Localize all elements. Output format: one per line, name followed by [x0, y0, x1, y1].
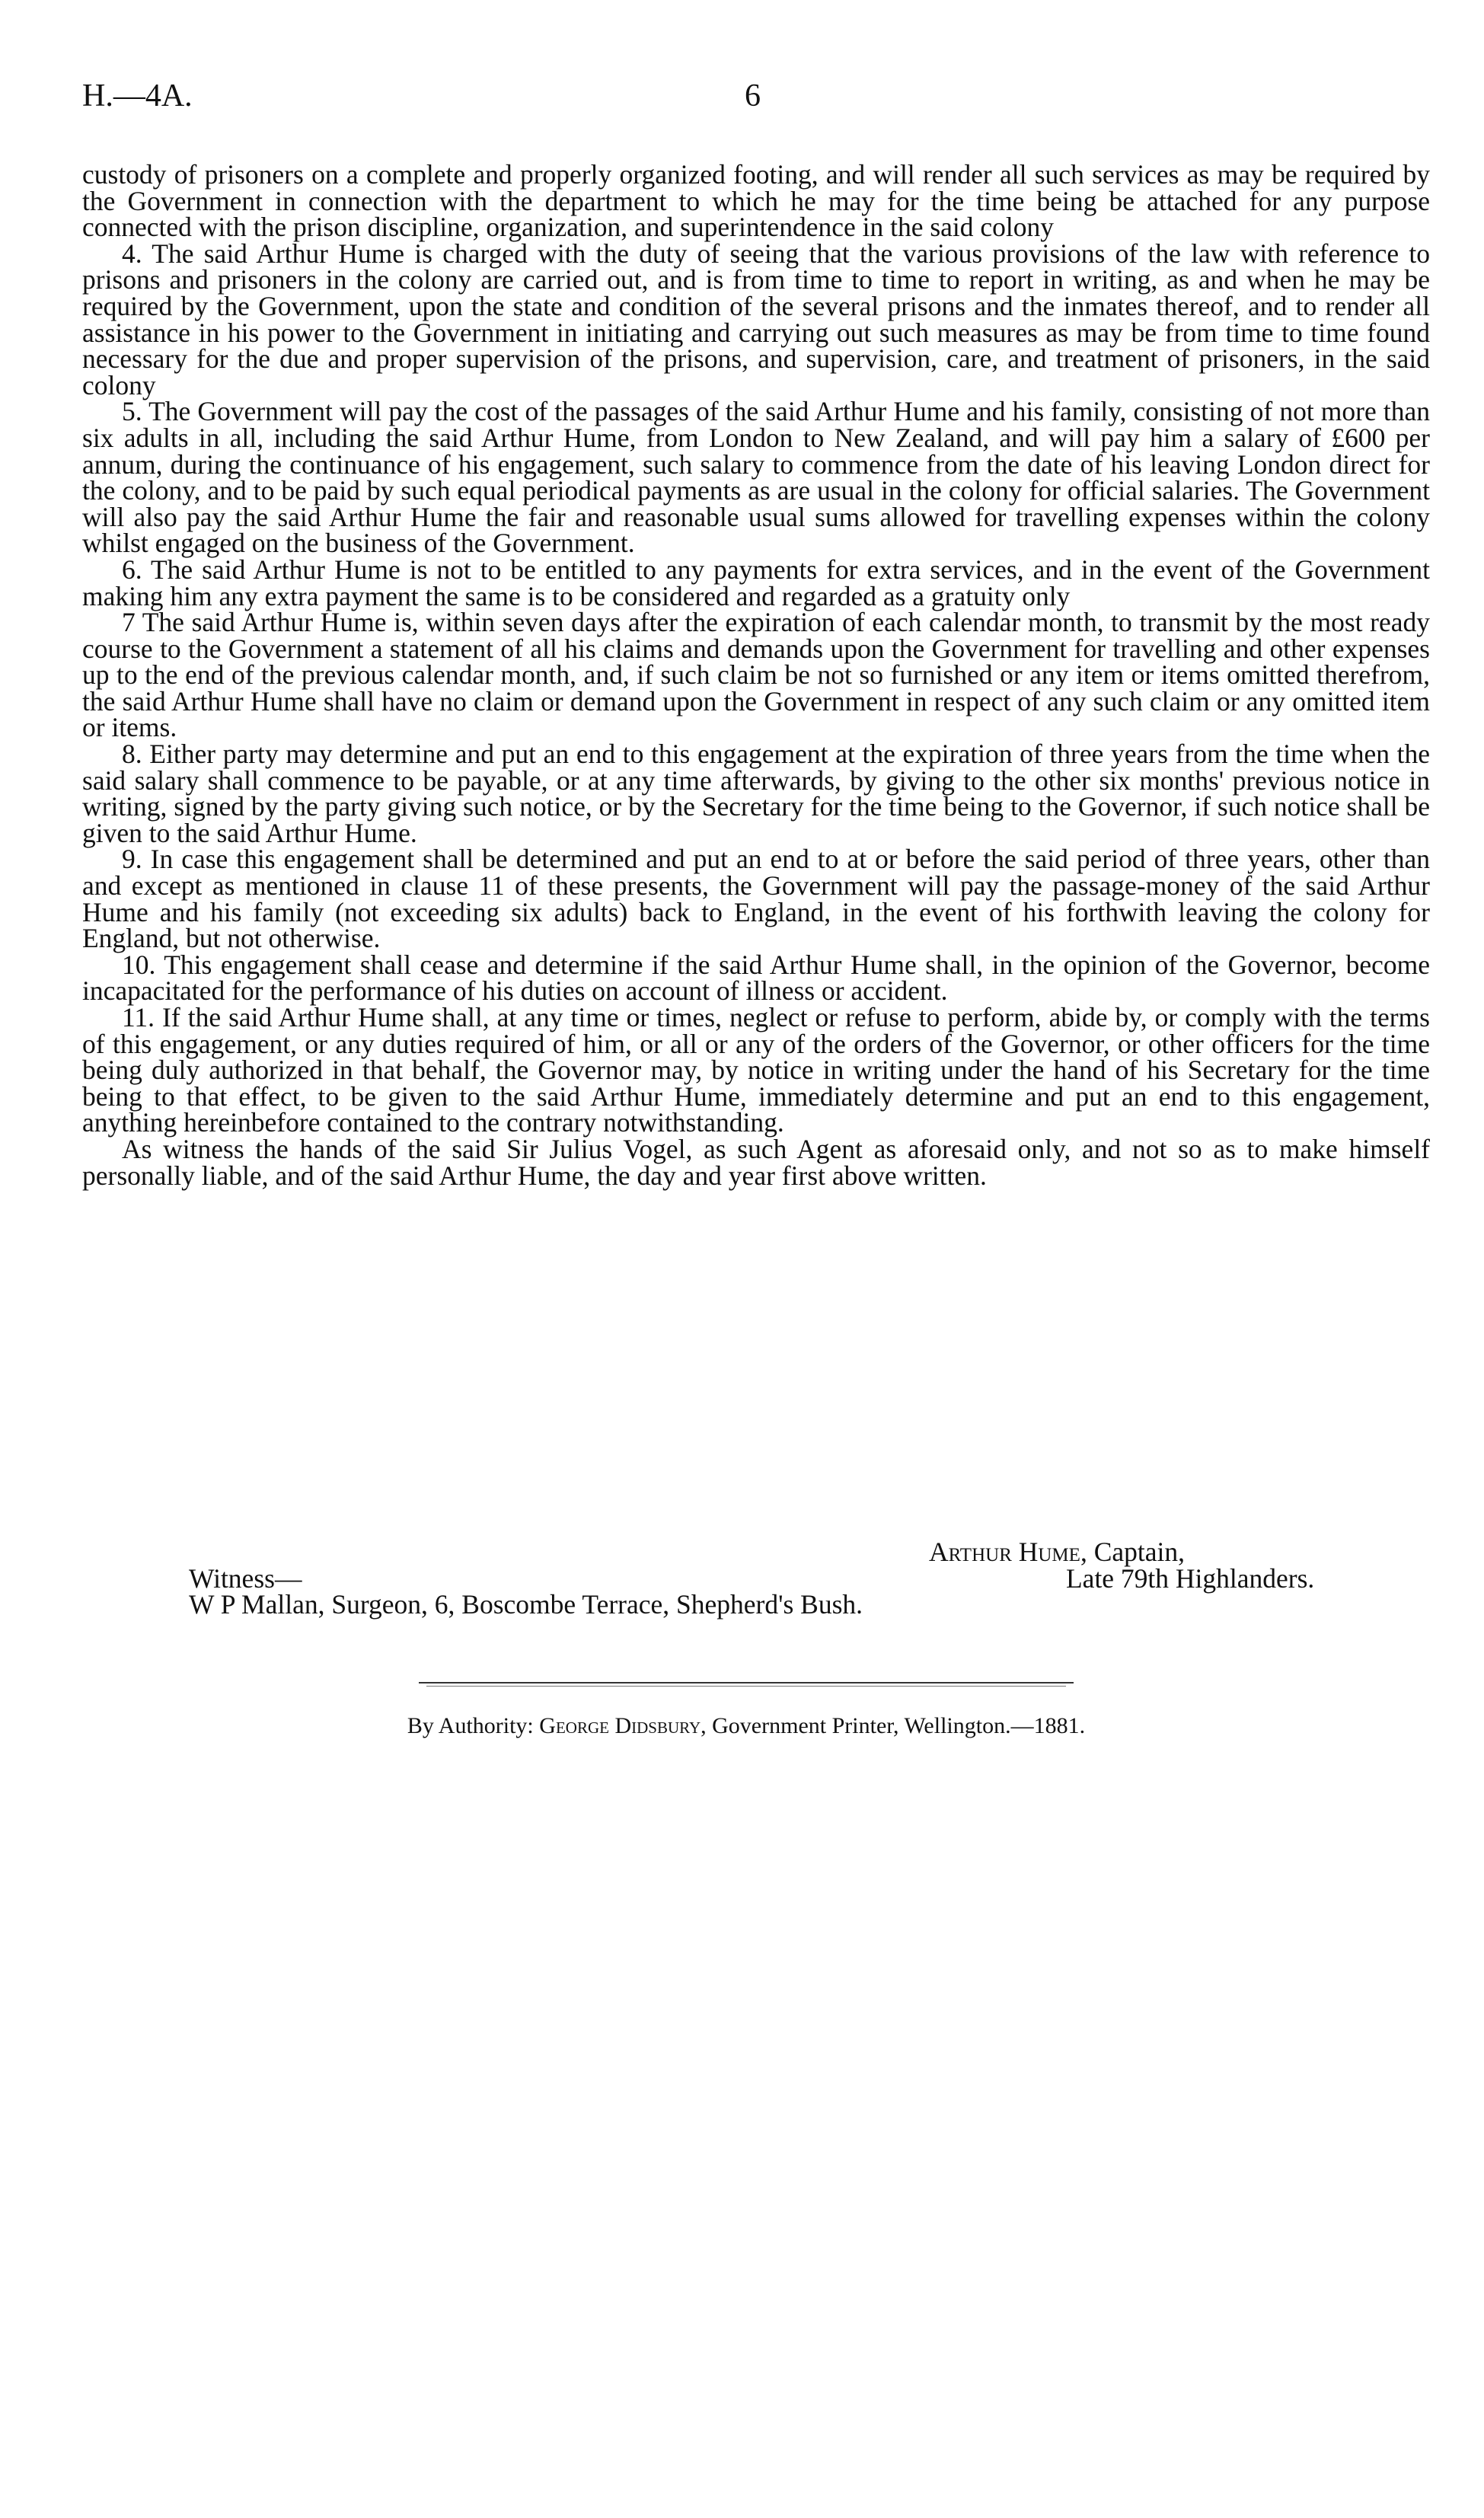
- signatory-regiment: Late 79th Highlanders.: [1066, 1562, 1315, 1594]
- paragraph-continuation: custody of prisoners on a complete and properly organized footing, and will render all such services as may be required by the Government in connection with the department to which he may for the time being be attached for any purpose connected with the prison discipline, organization, and superintendence in the said colony: [82, 159, 1430, 243]
- footer-rule-secondary: [426, 1686, 1066, 1687]
- clause-6: 6. The said Arthur Hume is not to be entitled to any payments for extra services, and in the event of the Government making him any extra payment the same is to be considered and regarded as a gratuity only: [82, 554, 1430, 611]
- witness-name: W P Mallan, Surgeon, 6, Boscombe Terrace, Shepherd's Bush.: [189, 1589, 863, 1620]
- footer-rule: [419, 1682, 1074, 1683]
- clause-5: 5. The Government will pay the cost of the passages of the said Arthur Hume and his family, consisting of not more than six adults in all, including the said Arthur Hume, from London to New Zealand, and will pay him a salary of £600 per annum, during the continuance of his engagement, such salary to commence from the date of his leaving London direct for the colony, and to be paid by such equal periodical payments as are usual in the colony for official salaries. The Government will also pay the said Arthur Hume the fair and reasonable usual sums allowed for travelling expenses within the colony whilst engaged on the business of the Government.: [82, 396, 1430, 559]
- signatory: [929, 1539, 1185, 1565]
- imprint-suffix: , Government Printer, Wellington.—1881.: [701, 1713, 1086, 1738]
- imprint-prefix: By Authority:: [407, 1713, 540, 1738]
- body-text: [82, 161, 1430, 1189]
- clause-9: 9. In case this engagement shall be determined and put an end to at or before the said period of three years, other than and except as mentioned in clause 11 of these presents, the Government will pay the passage-money of the said Arthur Hume and his family (not exceeding six adults) back to England, in the event of his forthwith leaving the colony for England, but not otherwise.: [82, 844, 1430, 954]
- clause-10: 10. This engagement shall cease and determine if the said Arthur Hume shall, in the opinion of the Governor, become incapacitated for the performance of his duties on account of illness or accident.: [82, 949, 1430, 1007]
- signatory-title: , Captain,: [1080, 1537, 1185, 1567]
- witness-line: [82, 1562, 1430, 1594]
- clause-4: 4. The said Arthur Hume is charged with the duty of seeing that the various provisions of the law with reference to prisons and prisoners in the colony are carried out, and is from time to time to report in writing, as and when he may be required by the Government, upon the state and condition of the several prisons and the inmates thereof, and to render all assistance in his power to the Government in initiating and carrying out such measures as may be from time to time found necessary for the due and proper supervision of the prisons, and supervision, care, and treatment of prisoners, in the said colony: [82, 238, 1430, 401]
- printer-imprint: [327, 1713, 1165, 1739]
- signatory-name: Arthur Hume: [929, 1537, 1080, 1567]
- witness-name-line: [82, 1591, 1430, 1618]
- clause-7: 7 The said Arthur Hume is, within seven days after the expiration of each calendar month, to transmit by the most ready course to the Government a statement of all his claims and demands upon the Government for travelling and other expenses up to the end of the previous calendar month, and, if such claim be not so furnished or any item or items omitted therefrom, the said Arthur Hume shall have no claim or demand upon the Government in respect of any such claim or any omitted item or items.: [82, 607, 1430, 743]
- signatory-line: [82, 1539, 1430, 1565]
- page-header: [82, 78, 1430, 123]
- witness-label: Witness—: [189, 1562, 302, 1594]
- page-number: 6: [745, 78, 761, 113]
- clause-11: 11. If the said Arthur Hume shall, at any time or times, neglect or refuse to perform, abide by, or comply with the terms of this engagement, or any duties required of him, or all or any of the orders of the Governor, or other officers for the time being duly authorized in that behalf, the Governor may, by notice in writing under the hand of his Secretary for the time being to that effect, to be given to the said Arthur Hume, immediately determine and put an end to this engagement, anything hereinbefore contained to the contrary notwithstanding.: [82, 1002, 1430, 1138]
- signature-block: [82, 1539, 1430, 1618]
- printer-name: George Didsbury: [539, 1713, 701, 1738]
- clause-8: 8. Either party may determine and put an end to this engagement at the expiration of three years from the time when the said salary shall commence to be payable, or at any time afterwards, by giving to the other six months' previous notice in writing, signed by the party giving such notice, or by the Secretary for the time being to the Governor, if such notice shall be given to the said Arthur Hume.: [82, 739, 1430, 848]
- document-reference: H.—4A.: [82, 78, 193, 113]
- witness-clause: As witness the hands of the said Sir Julius Vogel, as such Agent as aforesaid only, and not so as to make himself personally liable, and of the said Arthur Hume, the day and year first above written.: [82, 1133, 1430, 1191]
